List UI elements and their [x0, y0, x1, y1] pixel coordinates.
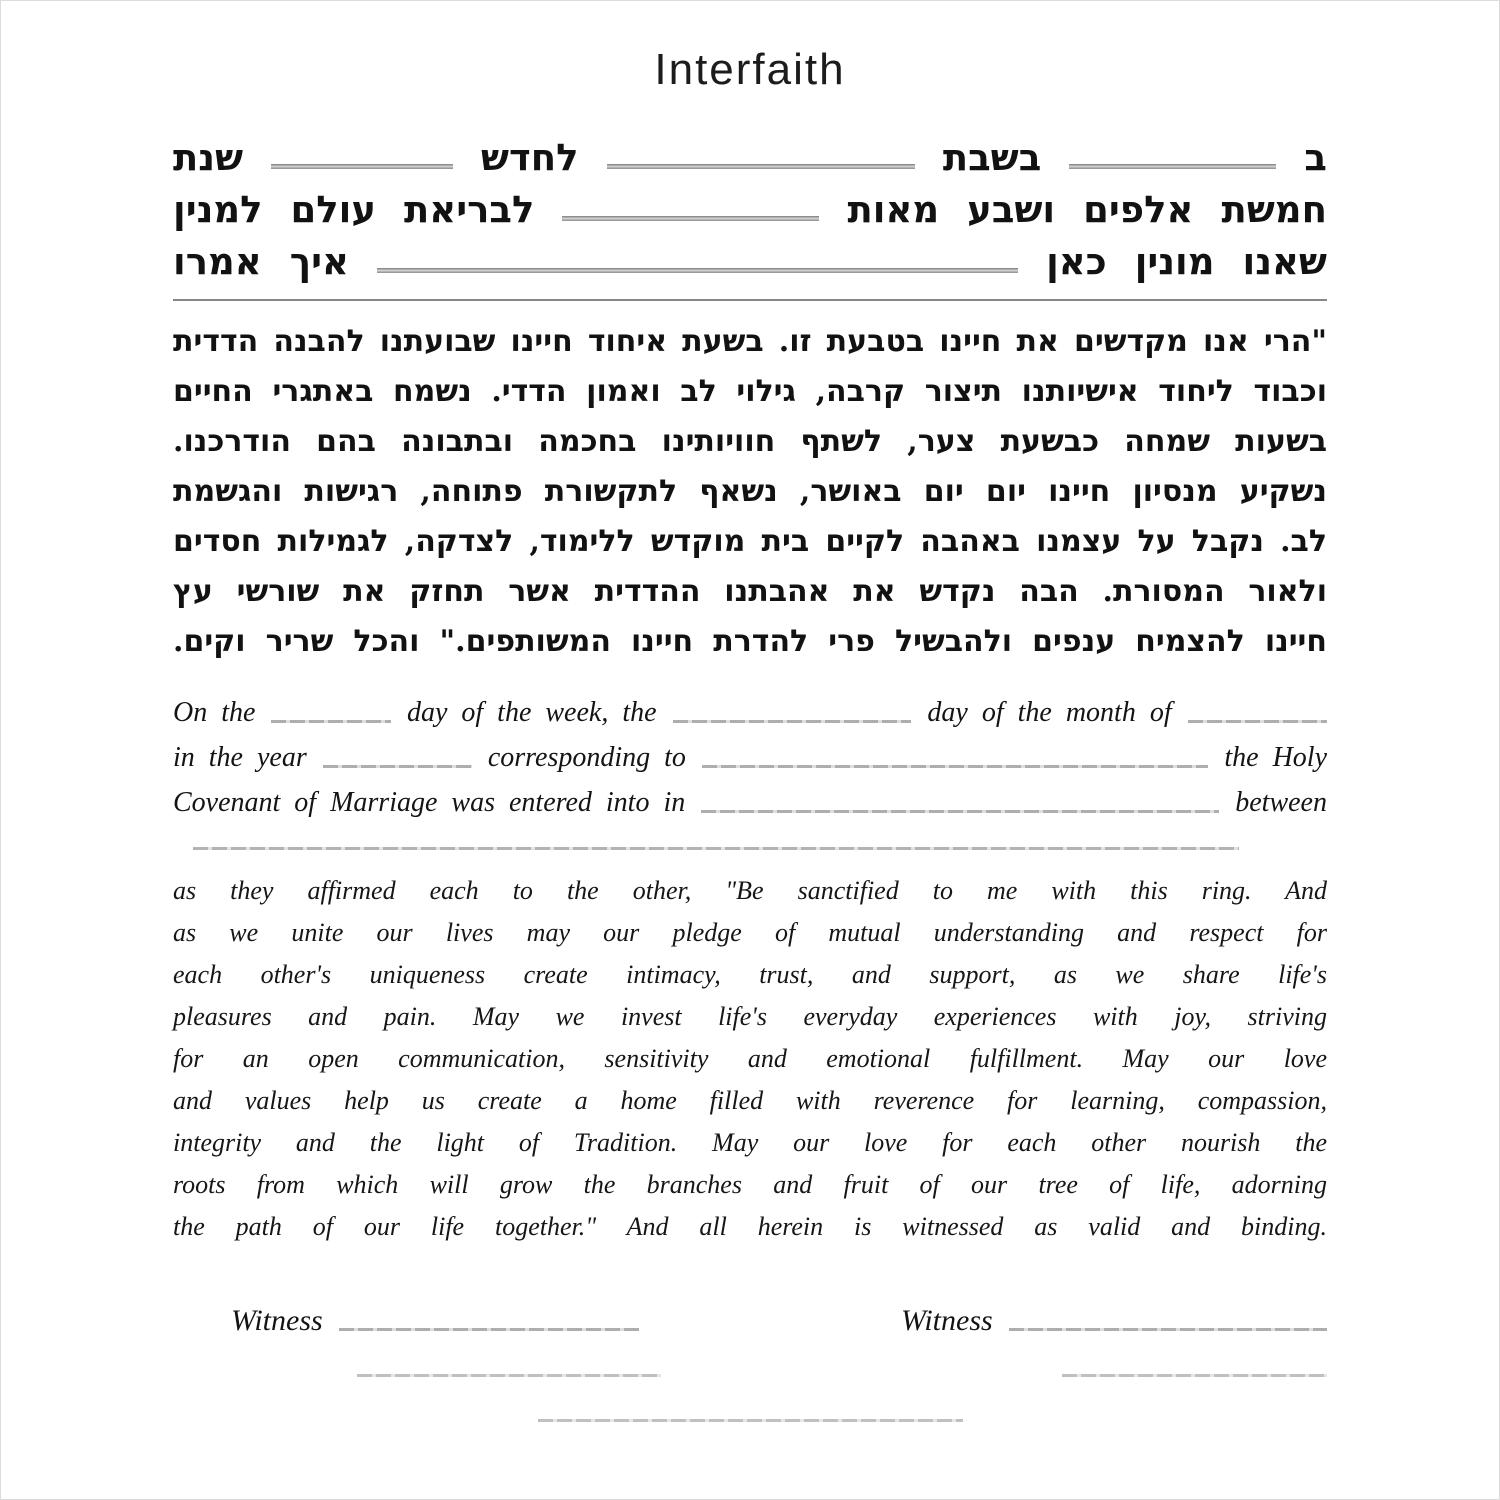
fill-in-label: כאן: [1046, 239, 1107, 283]
fill-in-label: בשבת: [942, 135, 1042, 179]
english-text-line: pleasures and pain. May we invest life's everyday experiences with joy, striving: [173, 1002, 1327, 1031]
fill-in-label: לבריאת: [404, 187, 535, 231]
fill-in-blank: [323, 765, 472, 768]
english-text-line: and values help us create a home filled with reverence for learning, compassion,: [173, 1086, 1327, 1115]
fill-in-label: day of the month of: [927, 697, 1172, 728]
hebrew-text-line: "הרי אנו מקדשים את חיינו בטבעת זו. בשעת איחוד חיינו שבועתנו להבנה הדדית: [173, 324, 1327, 359]
fill-in-label: מונין: [1134, 239, 1215, 283]
hebrew-text-line: לב. נקבל על עצמנו באהבה לקיים בית מוקדש ללימוד, לצדקה, לגמילות חסדים: [173, 524, 1327, 559]
english-text-line: as they affirmed each to the other, "Be sanctified to me with this ring. And: [173, 876, 1327, 905]
fill-in-label: in the year: [173, 742, 307, 773]
fill-in-blank: [701, 810, 1219, 813]
hebrew-text-line: ולאור המסורת. הבה נקדש את אהבתנו ההדדית אשר תחזק את שורשי עץ: [173, 574, 1327, 609]
english-text-line: integrity and the light of Tradition. May our love for each other nourish the: [173, 1128, 1327, 1157]
fill-in-label: On the: [173, 697, 256, 728]
fill-in-label: ב: [1304, 135, 1327, 179]
officiant-signature-line: [538, 1419, 963, 1422]
fill-in-blank: [607, 164, 915, 169]
signature-line: [357, 1374, 661, 1377]
hebrew-date-section: [173, 135, 1327, 283]
fill-in-blank: [1069, 164, 1276, 169]
hebrew-text-line: חיינו להצמיח ענפים ולהבשיל פרי להדרת חיינו המשותפים." והכל שריר וקים.: [173, 624, 1327, 659]
hebrew-text-line: וכבוד ליחוד אישיותנו תיצור קרבה, גילוי לב ואמון הדדי. נשמח באתגרי החיים: [173, 374, 1327, 409]
english-date-line: [173, 742, 1327, 774]
fill-in-blank: [271, 720, 391, 723]
english-date-line: [173, 787, 1327, 819]
english-text-line: as we unite our lives may our pledge of mutual understanding and respect for: [173, 918, 1327, 947]
witness-right-label: Witness: [901, 1304, 993, 1337]
witness-left-signature-line: [339, 1328, 639, 1331]
fill-in-blank: [377, 268, 1018, 273]
english-paragraph: [173, 870, 1327, 1248]
hebrew-text-line: נשקיע מנסיון חיינו יום יום באושר, נשאף לתקשורת פתוחה, רגישות והגשמת: [173, 474, 1327, 509]
hebrew-date-line: [173, 187, 1327, 231]
english-text-line: the path of our life together." And all herein is witnessed as valid and binding.: [173, 1212, 1327, 1241]
names-fill-in-blank: [193, 847, 1239, 850]
fill-in-label: ושבע: [967, 187, 1056, 231]
fill-in-label: שנת: [172, 135, 244, 179]
hebrew-text-line: בשעות שמחה כבשעת צער, לשתף חוויותינו בחכמה ובתבונה בהם הודרכנו.: [173, 424, 1327, 459]
fill-in-label: the Holy: [1224, 742, 1327, 773]
fill-in-label: מאות: [847, 187, 940, 231]
signature-line: [1062, 1374, 1327, 1377]
fill-in-label: corresponding to: [487, 742, 686, 773]
fill-in-label: day of the week, the: [406, 697, 657, 728]
fill-in-label: אמרו: [173, 239, 262, 283]
fill-in-label: איך: [289, 239, 349, 283]
fill-in-blank: [562, 216, 819, 221]
fill-in-blank: [1188, 720, 1327, 723]
fill-in-blank: [673, 720, 912, 723]
english-date-line: [173, 697, 1327, 729]
witness-right-signature-line: [1009, 1328, 1327, 1331]
fill-in-label: Covenant of Marriage was entered into in: [173, 787, 686, 818]
fill-in-label: עולם: [290, 187, 377, 231]
fill-in-label: למנין: [173, 187, 263, 231]
english-text-line: each other's uniqueness create intimacy, trust, and support, as we share life's: [173, 960, 1327, 989]
english-text-line: roots from which will grow the branches and fruit of our tree of life, adorning: [173, 1170, 1327, 1199]
witness-right: [901, 1304, 1327, 1338]
hebrew-date-line: [173, 239, 1327, 283]
english-date-section: [173, 697, 1327, 819]
fill-in-label: חמשת: [1221, 187, 1327, 231]
section-divider: [173, 299, 1327, 301]
hebrew-paragraph: [173, 317, 1327, 667]
secondary-signature-row: [173, 1374, 1327, 1377]
fill-in-label: שאנו: [1242, 239, 1327, 283]
document-content: [1, 45, 1499, 1422]
fill-in-blank: [271, 164, 453, 169]
fill-in-label: between: [1235, 787, 1327, 818]
fill-in-label: אלפים: [1083, 187, 1194, 231]
fill-in-label: לחדש: [480, 135, 579, 179]
witness-signature-row: [173, 1304, 1327, 1338]
witness-left-label: Witness: [231, 1304, 323, 1337]
hebrew-date-line: [173, 135, 1327, 179]
document-title: Interfaith: [654, 45, 846, 94]
fill-in-blank: [702, 765, 1208, 768]
english-text-line: for an open communication, sensitivity and emotional fulfillment. May our love: [173, 1044, 1327, 1073]
witness-left: [231, 1304, 661, 1338]
